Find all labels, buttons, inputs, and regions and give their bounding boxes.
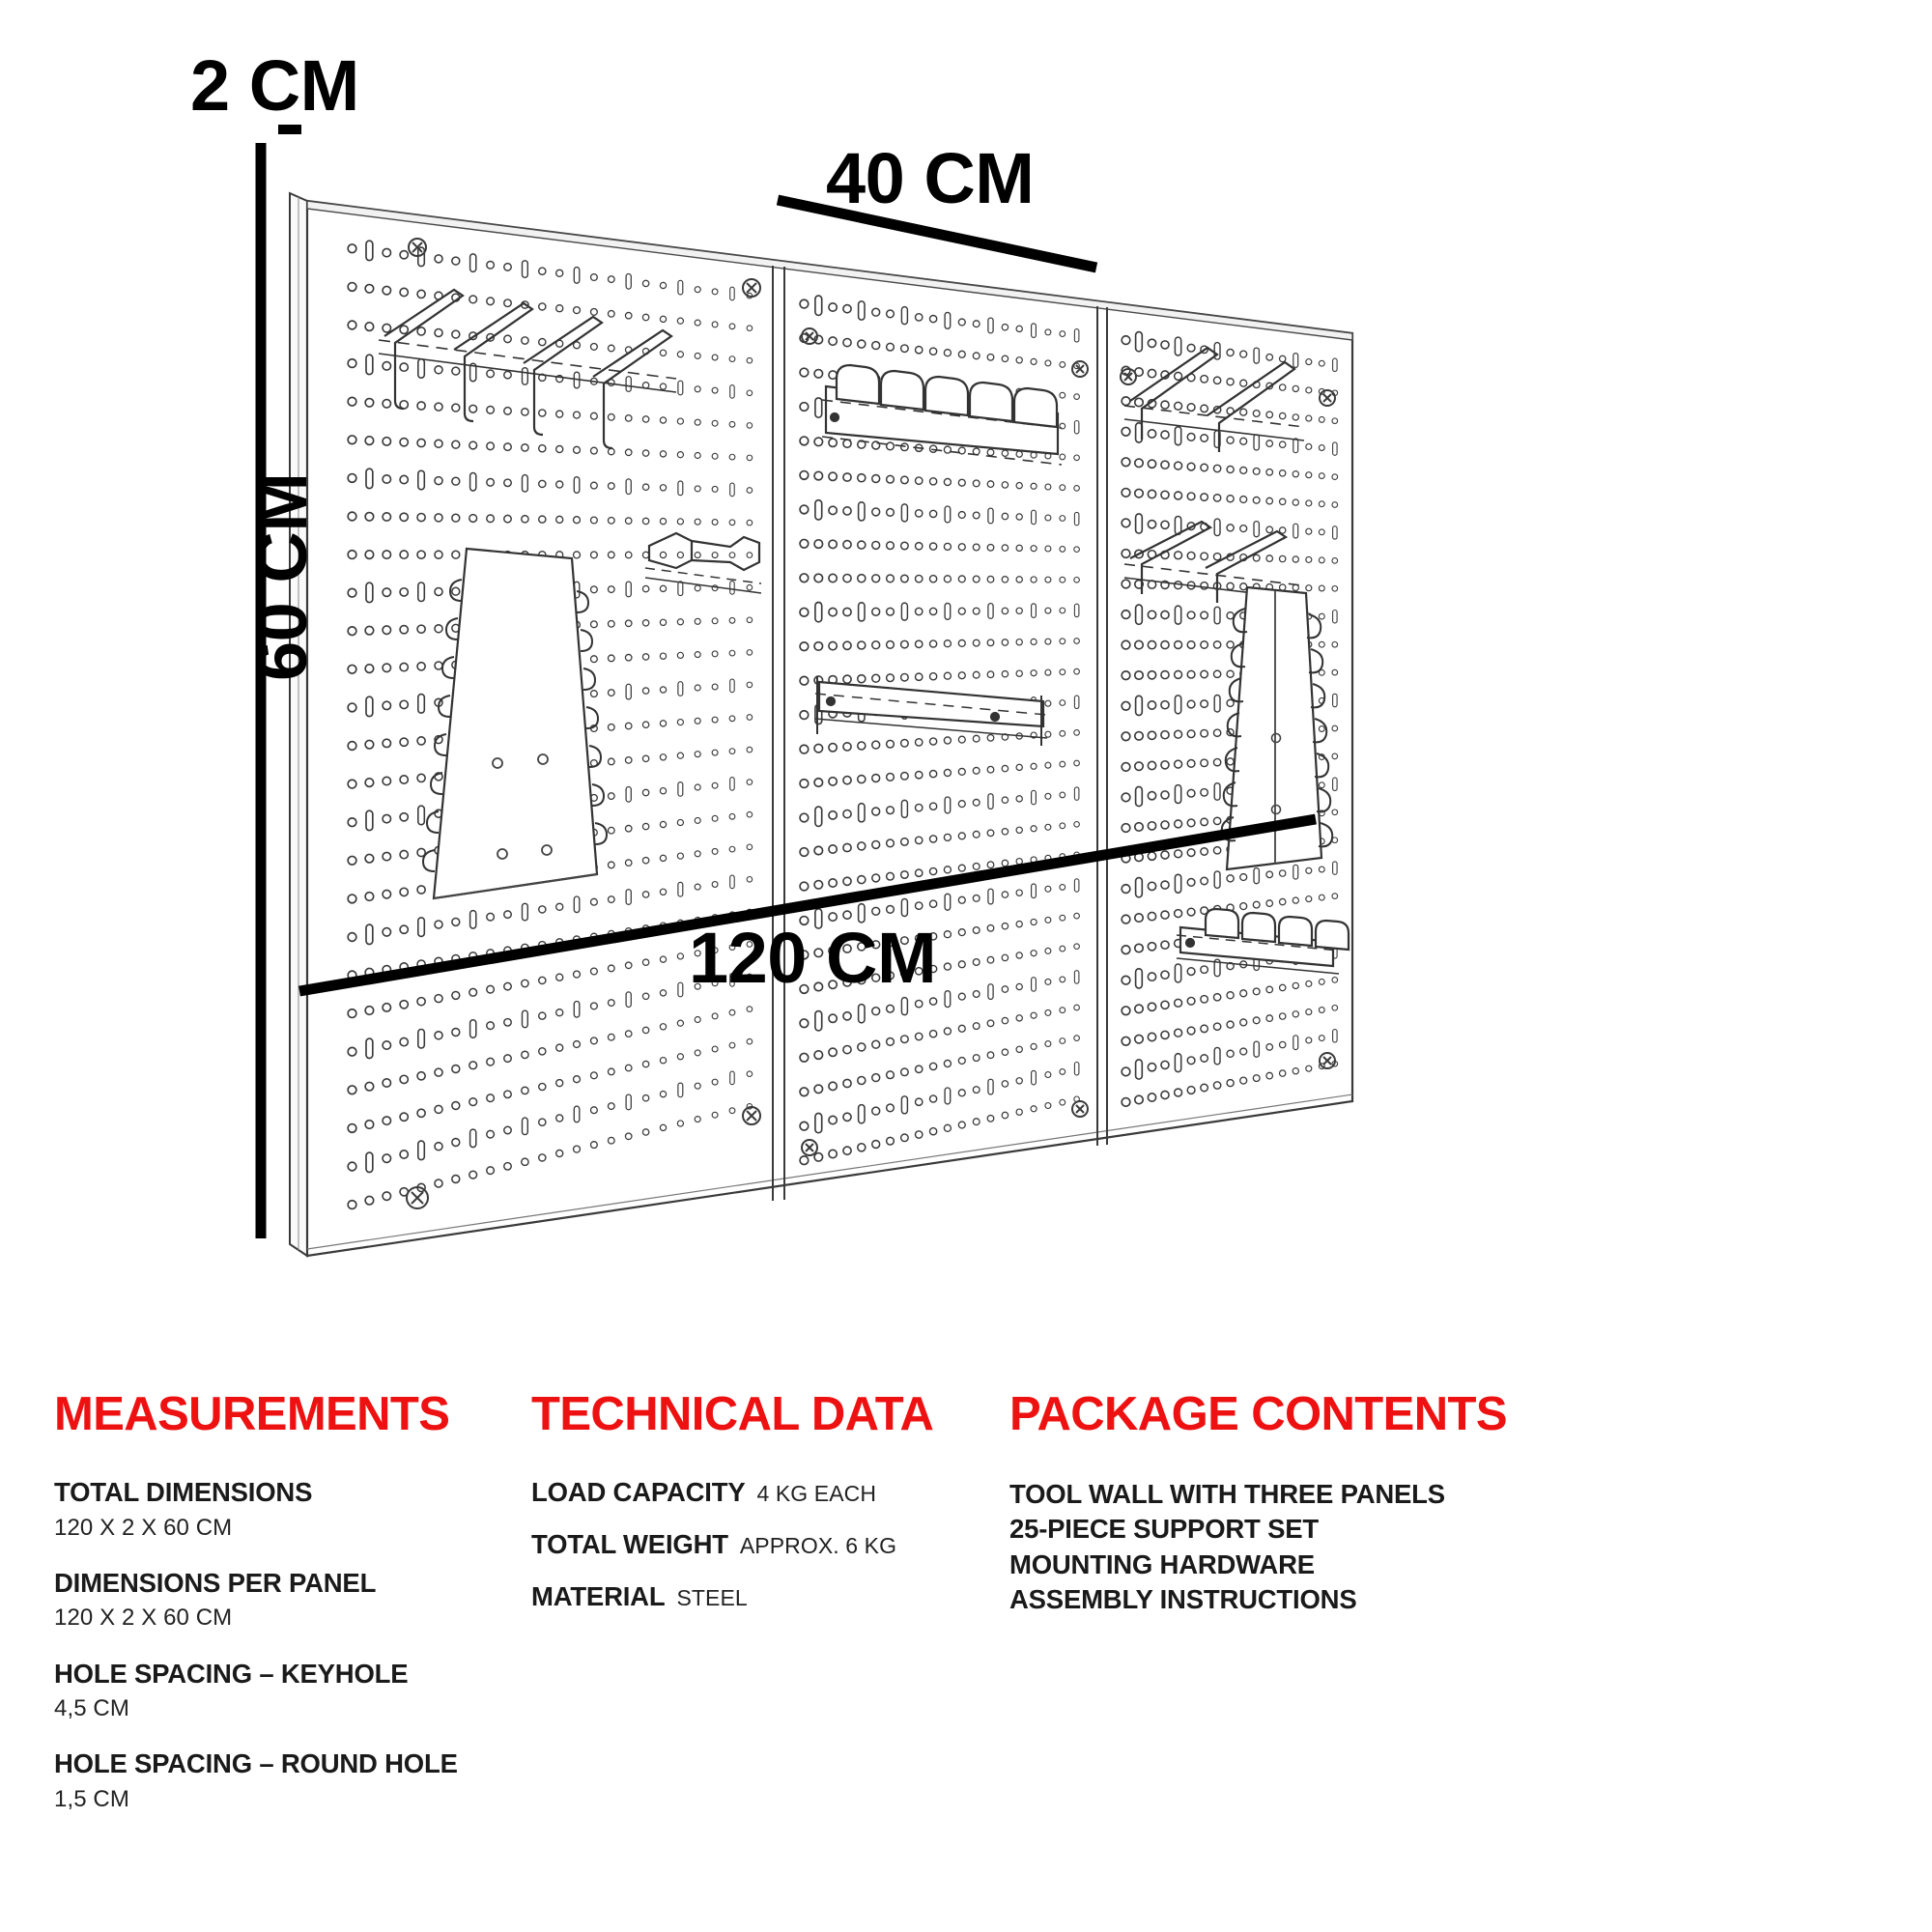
- technical-label: LOAD CAPACITY: [531, 1477, 746, 1507]
- measurement-label: TOTAL DIMENSIONS: [54, 1477, 313, 1507]
- technical-value: 4 KG EACH: [756, 1481, 877, 1506]
- measurement-value: 120 X 2 X 60 CM: [54, 1514, 233, 1541]
- technical-row: [531, 1477, 985, 1508]
- technical-row: [531, 1529, 985, 1560]
- package-contents-column: [1009, 1388, 1898, 1617]
- measurement-row: [54, 1477, 508, 1543]
- dimension-label-width: 120 CM: [689, 918, 937, 998]
- technical-row: [531, 1581, 985, 1612]
- dimension-label-thickness: 2 CM: [190, 45, 359, 126]
- measurement-value: 1,5 CM: [54, 1786, 129, 1813]
- technical-label: MATERIAL: [531, 1581, 666, 1611]
- technical-data-column: [531, 1388, 985, 1634]
- dimension-label-depth: 40 CM: [826, 138, 1035, 218]
- technical-data-heading: TECHNICAL DATA: [531, 1388, 934, 1440]
- specification-columns: [0, 1388, 1932, 1932]
- dimension-label-height: 60 CM: [242, 472, 322, 681]
- package-item: ASSEMBLY INSTRUCTIONS: [1009, 1583, 1357, 1614]
- measurement-label: DIMENSIONS PER PANEL: [54, 1567, 377, 1598]
- measurement-row: [54, 1568, 508, 1634]
- technical-value: STEEL: [676, 1585, 748, 1610]
- measurement-label: HOLE SPACING – KEYHOLE: [54, 1658, 409, 1689]
- measurement-row: [54, 1748, 508, 1814]
- package-item: TOOL WALL WITH THREE PANELS: [1009, 1479, 1445, 1509]
- measurement-value: 120 X 2 X 60 CM: [54, 1605, 233, 1632]
- measurement-value: 4,5 CM: [54, 1695, 129, 1722]
- measurements-heading: MEASUREMENTS: [54, 1388, 450, 1440]
- technical-label: TOTAL WEIGHT: [531, 1529, 728, 1559]
- package-contents-heading: PACKAGE CONTENTS: [1009, 1388, 1507, 1440]
- measurement-label: HOLE SPACING – ROUND HOLE: [54, 1748, 458, 1779]
- measurements-column: [54, 1388, 508, 1839]
- measurement-row: [54, 1659, 508, 1724]
- package-item: MOUNTING HARDWARE: [1009, 1548, 1315, 1579]
- package-item: 25-PIECE SUPPORT SET: [1009, 1514, 1319, 1545]
- technical-value: APPROX. 6 KG: [739, 1533, 897, 1558]
